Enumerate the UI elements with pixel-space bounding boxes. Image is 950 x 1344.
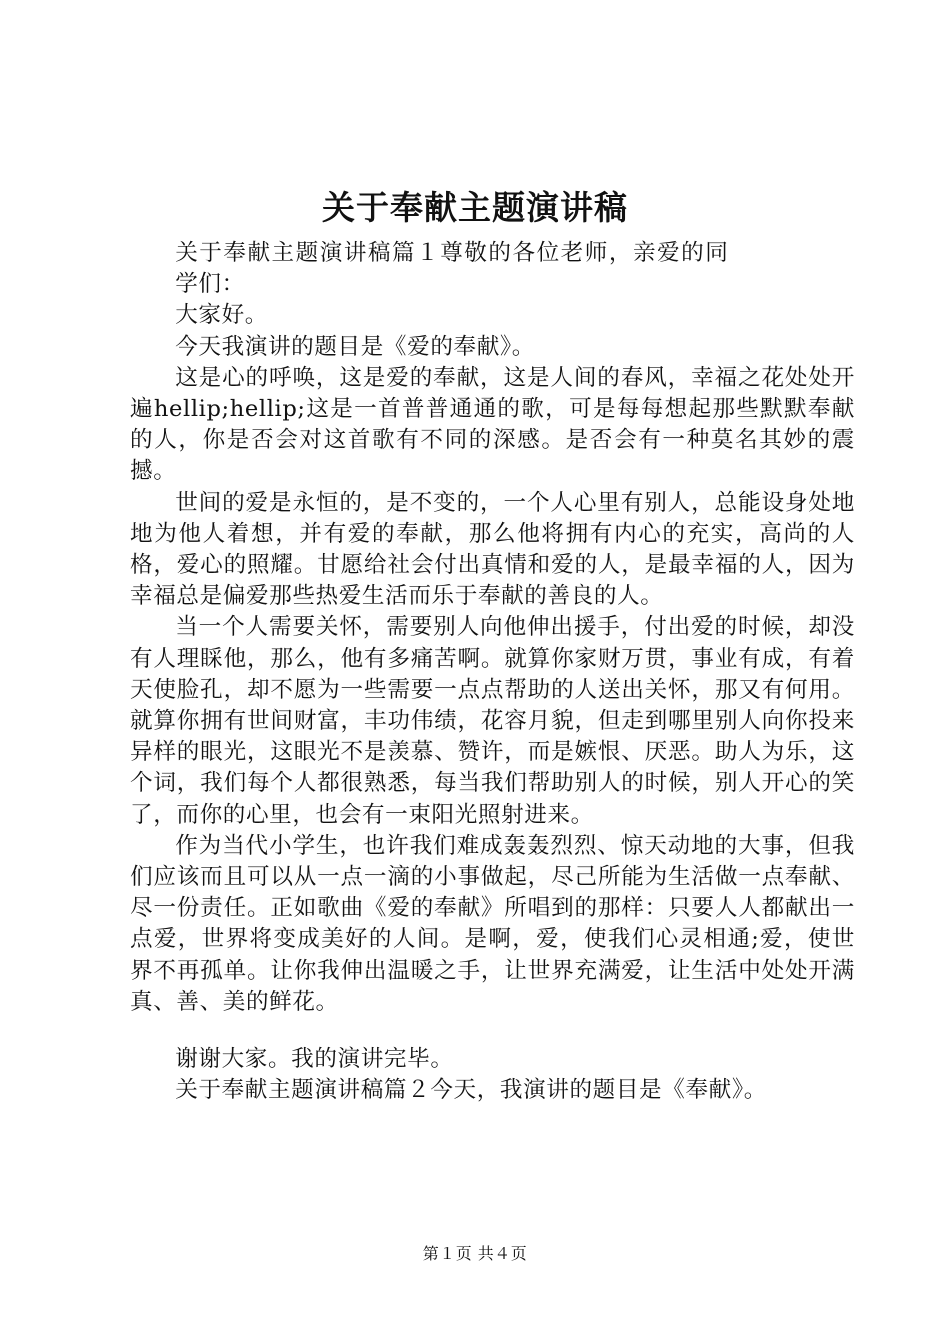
document-body <box>130 238 855 1106</box>
paragraph-9: 关于奉献主题演讲稿篇２今天，我演讲的题目是《奉献》。 <box>175 1077 767 1104</box>
paragraph-7: 作为当代小学生，也许我们难成轰轰烈烈、惊天动地的大事，但我们应该而且可以从一点一滴的小事做起，尽己所能为生活做一点奉献、尽一份责任。正如歌曲《爱的奉献》所唱到的那样：只要人人都献出一点爱，世界将变成美好的人间。是啊，爱，使我们心灵相通;爱，使世界不再孤单。让你我伸出温暖之手，让世界充满爱，让生活中处处开满真、善、美的鲜花。 <box>130 832 855 1015</box>
paragraph-8: 谢谢大家。我的演讲完毕。 <box>175 1046 454 1073</box>
paragraph-4: 这是心的呼唤，这是爱的奉献，这是人间的春风，幸福之花处处开遍hellip;hellip;这是一首普普通通的歌，可是每每想起那些默默奉献的人，你是否会对这首歌有不同的深感。是否会有一种莫名其妙的震撼。 <box>130 364 855 485</box>
paragraph-2: 大家好。 <box>175 302 268 329</box>
document-title: 关于奉献主题演讲稿 <box>322 188 628 227</box>
paragraph-1: 关于奉献主题演讲稿篇１尊敬的各位老师，亲爱的同学们： <box>175 240 729 298</box>
paragraph-5: 世间的爱是永恒的，是不变的，一个人心里有别人，总能设身处地地为他人着想，并有爱的奉献，那么他将拥有内心的充实，高尚的人格，爱心的照耀。甘愿给社会付出真情和爱的人，是最幸福的人，因为幸福总是偏爱那些热爱生活而乐于奉献的善良的人。 <box>130 489 855 610</box>
paragraph-3: 今天我演讲的题目是《爱的奉献》。 <box>175 333 535 360</box>
page-indicator: 第１页 共４页 <box>422 1244 528 1263</box>
paragraph-6: 当一个人需要关怀，需要别人向他伸出援手，付出爱的时候，却没有人理睬他，那么，他有多痛苦啊。就算你家财万贯，事业有成，有着天使脸孔，却不愿为一些需要一点点帮助的人送出关怀，那又有何用。就算你拥有世间财富，丰功伟绩，花容月貌，但走到哪里别人向你投来异样的眼光，这眼光不是羡慕、赞许，而是嫉恨、厌恶。助人为乐，这个词，我们每个人都很熟悉，每当我们帮助别人的时候，别人开心的笑了，而你的心里，也会有一束阳光照射进来。 <box>130 614 855 828</box>
